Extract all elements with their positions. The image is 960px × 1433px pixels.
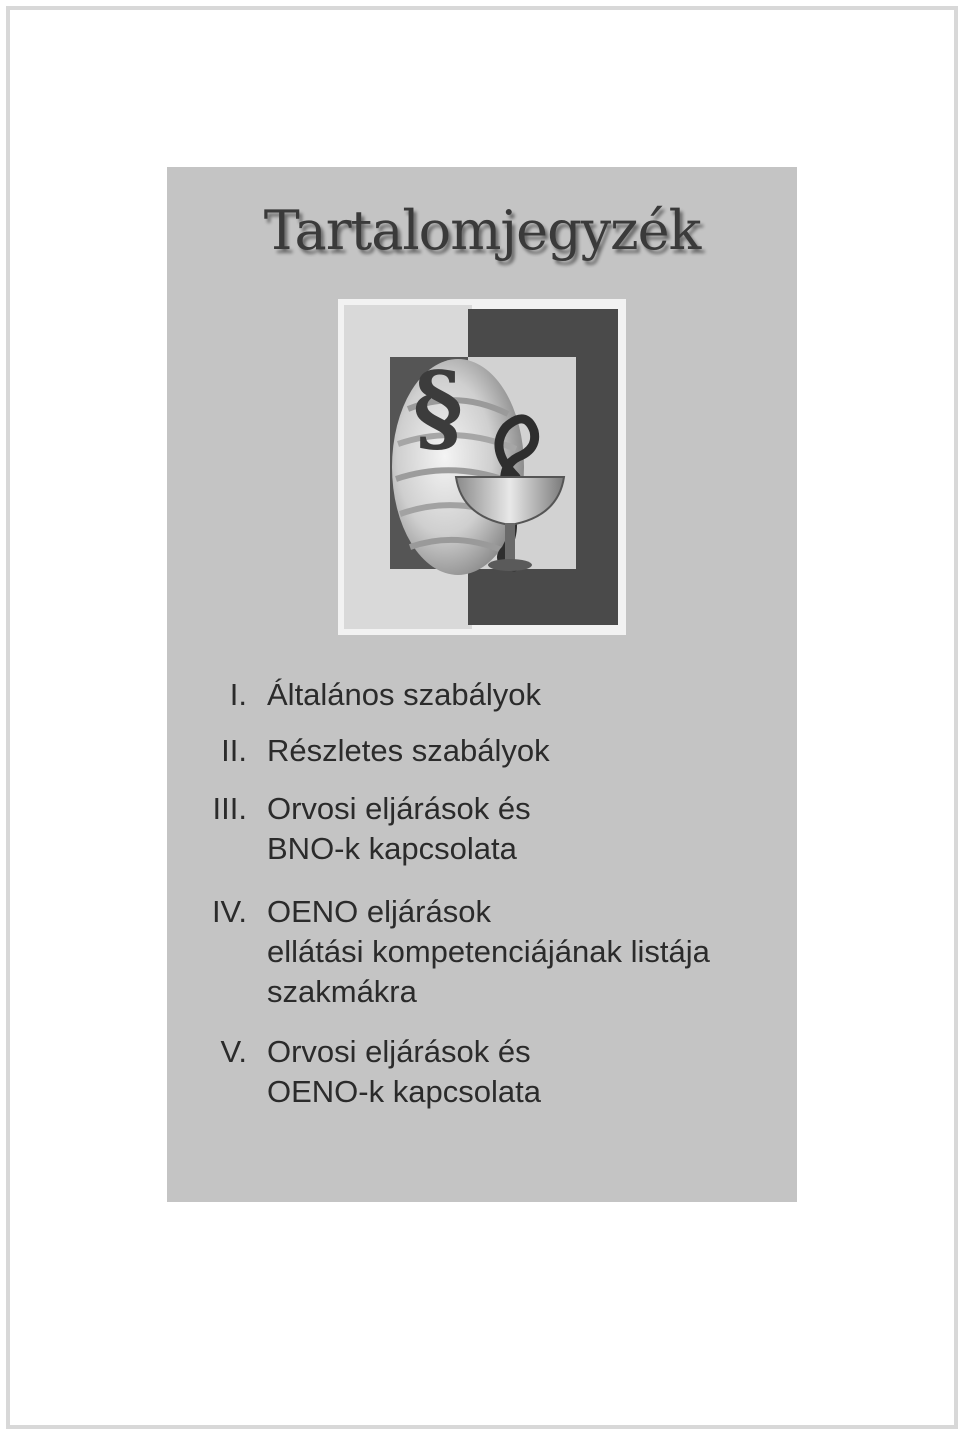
toc-line: OENO-k kapcsolata: [267, 1074, 541, 1109]
toc-text: [267, 892, 787, 1012]
toc-line: Orvosi eljárások és: [267, 791, 531, 826]
toc-line: ellátási kompetenciájának listája: [267, 934, 710, 969]
toc-line: OENO eljárások: [267, 894, 491, 929]
toc-text: [267, 675, 787, 715]
toc-text: [267, 789, 787, 869]
toc-number: IV.: [211, 894, 247, 929]
toc-line: Részletes szabályok: [267, 733, 550, 768]
toc-text: [267, 731, 787, 771]
emblem-icon: [338, 299, 626, 635]
toc-line: szakmákra: [267, 974, 417, 1009]
paragraph-sign: §: [412, 351, 464, 464]
toc-number: V.: [220, 1034, 247, 1069]
toc-number: I.: [229, 677, 247, 712]
content-panel: [167, 167, 797, 1202]
toc-line: BNO-k kapcsolata: [267, 831, 517, 866]
toc-number: II.: [221, 733, 247, 768]
toc-number: III.: [212, 791, 247, 826]
toc-text: [267, 1032, 787, 1112]
bowl-base: [488, 559, 532, 571]
toc-line: Általános szabályok: [267, 677, 541, 712]
page-title: Tartalomjegyzék: [263, 199, 701, 262]
toc-line: Orvosi eljárások és: [267, 1034, 531, 1069]
bowl-stem: [505, 523, 515, 563]
